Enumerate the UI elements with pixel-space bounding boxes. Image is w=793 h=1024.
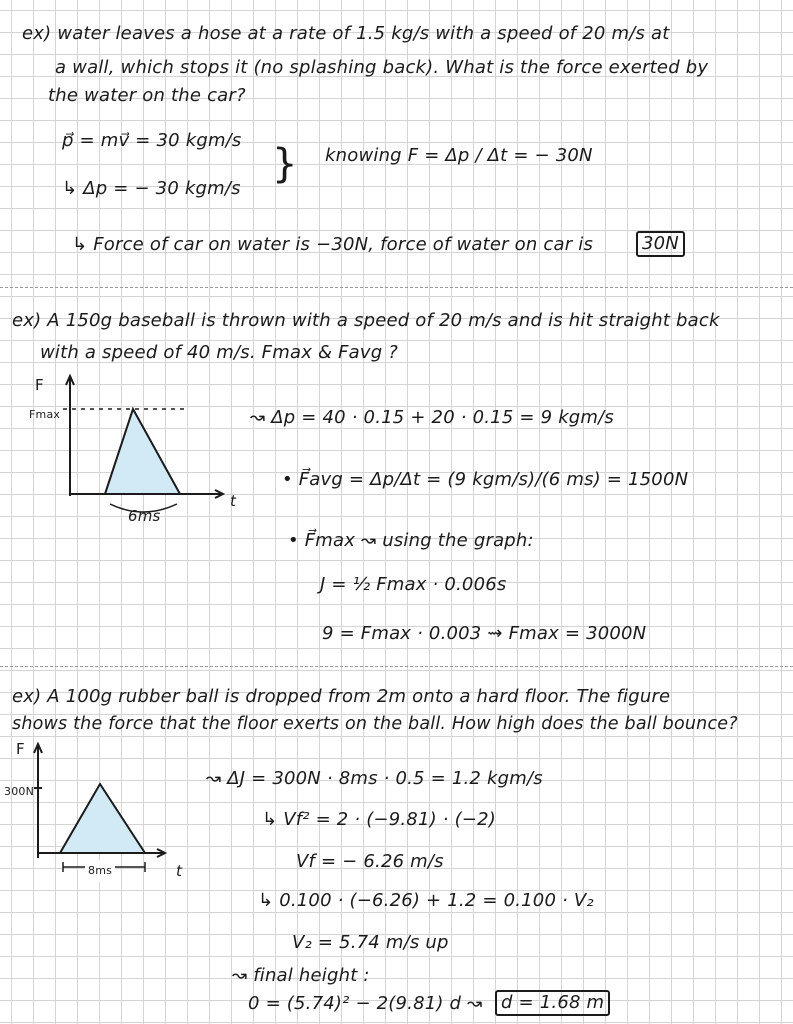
ex2-max-force-intro: • F⃗max ↝ using the graph:	[288, 530, 534, 551]
ex3-graph-300n-label: 300N	[4, 785, 35, 798]
ex3-height-equation: 0 = (5.74)² − 2(9.81) d ↝	[248, 993, 483, 1014]
ex2-impulse-equation: J = ½ Fmax · 0.006s	[320, 574, 507, 595]
ex2-average-force: • F⃗avg = Δp/Δt = (9 kgm/s)/(6 ms) = 1500N	[282, 469, 689, 490]
ex2-graph-triangle	[105, 409, 180, 494]
ex1-conclusion: ↳ Force of car on water is −30N, force of water on car is	[72, 234, 594, 255]
ex2-force-time-graph	[25, 370, 240, 525]
ex1-problem-line1: ex) water leaves a hose at a rate of 1.5 kg/s with a speed of 20 m/s at	[22, 23, 670, 44]
ex3-graph-width-label: 8ms	[85, 860, 115, 882]
ex1-delta-p-equation: ↳ Δp = − 30 kgm/s	[62, 178, 241, 199]
ex3-problem-line1: ex) A 100g rubber ball is dropped from 2m onto a hard floor. The figure	[12, 686, 671, 707]
ex3-answer-box: d = 1.68 m	[495, 990, 610, 1016]
ex1-force-equation: knowing F = Δp / Δt = − 30N	[325, 145, 593, 166]
ex1-problem-line3: the water on the car?	[48, 85, 246, 106]
ex3-momentum-balance: ↳ 0.100 · (−6.26) + 1.2 = 0.100 · V₂	[258, 890, 594, 911]
ex3-force-time-graph	[5, 740, 195, 880]
ex1-problem-line2: a wall, which stops it (no splashing back). What is the force exerted by	[55, 57, 709, 78]
ex3-graph-triangle	[60, 784, 145, 853]
ex2-problem-line2: with a speed of 40 m/s. Fmax & Favg ?	[40, 342, 399, 363]
ex2-graph-y-label: F	[35, 376, 44, 394]
ex2-momentum-change: ↝ Δp = 40 · 0.15 + 20 · 0.15 = 9 kgm/s	[250, 407, 615, 428]
section-divider	[0, 666, 793, 667]
ex2-max-force-result: 9 = Fmax · 0.003 ⇝ Fmax = 3000N	[322, 623, 647, 644]
ex2-graph-width-label: 6ms	[128, 507, 161, 525]
ex1-momentum-equation: p⃗ = mv⃗ = 30 kgm/s	[62, 130, 242, 151]
ex1-answer-box: 30N	[636, 231, 685, 257]
ex3-graph-y-label: F	[16, 740, 25, 758]
ex3-bounce-velocity: V₂ = 5.74 m/s up	[292, 932, 449, 953]
ex2-graph-fmax-label: Fmax	[29, 408, 61, 421]
ex2-problem-line1: ex) A 150g baseball is thrown with a speed of 20 m/s and is hit straight back	[12, 310, 720, 331]
ex3-problem-line2: shows the force that the floor exerts on the ball. How high does the ball bounce?	[12, 714, 738, 734]
ex3-impulse: ↝ ΔJ = 300N · 8ms · 0.5 = 1.2 kgm/s	[206, 768, 543, 789]
ex1-brace: }	[272, 141, 298, 187]
ex3-final-velocity: Vf = − 6.26 m/s	[296, 851, 444, 872]
ex2-graph-x-label: t	[230, 492, 237, 510]
ex3-final-velocity-squared: ↳ Vf² = 2 · (−9.81) · (−2)	[262, 809, 496, 830]
ex3-final-height-intro: ↝ final height :	[232, 965, 370, 986]
ex3-graph-x-label: t	[176, 862, 183, 880]
section-divider	[0, 287, 793, 288]
